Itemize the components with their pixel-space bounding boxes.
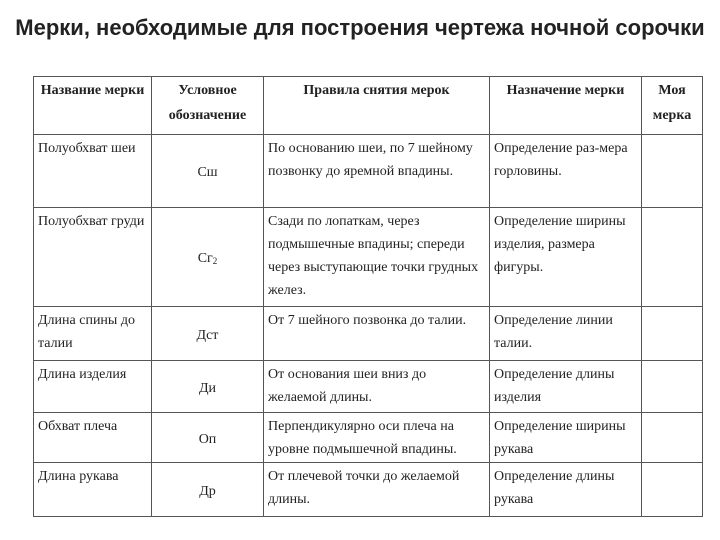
cell-rules: От плечевой точки до желаемой длины. [264,463,490,517]
table-row [34,361,703,413]
code-text: Оп [198,431,217,447]
cell-purpose: Определение длины рукава [490,463,642,517]
code-text: Сг [197,251,213,266]
table-row [34,307,703,361]
cell-purpose: Определение ширины рукава [490,413,642,463]
cell-name: Длина рукава [34,463,152,517]
cell-rules: Перпендикулярно оси плеча на уровне подмышечной впадины. [264,413,490,463]
cell-my-measure [642,208,703,307]
cell-name: Длина спины до талии [34,307,152,361]
code-text: Дст [196,327,219,343]
header-code: Условное обозначение [152,77,264,135]
table-row [34,135,703,208]
cell-my-measure [642,413,703,463]
code-text: Др [199,483,216,499]
header-purpose: Назначение мерки [490,77,642,135]
cell-code [152,135,264,208]
cell-name: Полуобхват груди [34,208,152,307]
cell-rules: Сзади по лопаткам, через подмышечные впадины; спереди через выступающие точки грудных желез. [264,208,490,307]
table-row [34,413,703,463]
header-mine: Моя мерка [642,77,703,135]
cell-purpose: Определение длины изделия [490,361,642,413]
cell-name: Обхват плеча [34,413,152,463]
cell-purpose: Определение ширины изделия, размера фигуры. [490,208,642,307]
table-row [34,208,703,307]
cell-code [152,463,264,517]
code-text: Сш [197,165,218,180]
cell-my-measure [642,135,703,208]
code-text: Ди [198,380,217,396]
cell-rules: По основанию шеи, по 7 шейному позвонку до яремной впадины. [264,135,490,208]
cell-my-measure [642,463,703,517]
cell-code [152,208,264,307]
cell-code [152,307,264,361]
code-subscript: 2 [212,256,218,266]
header-rules: Правила снятия мерок [264,77,490,135]
cell-code [152,413,264,463]
cell-name: Длина изделия [34,361,152,413]
cell-purpose: Определение раз-мера горловины. [490,135,642,208]
header-name: Название мерки [34,77,152,135]
cell-purpose: Определение линии талии. [490,307,642,361]
cell-my-measure [642,361,703,413]
table-header-row [34,77,703,135]
cell-name: Полуобхват шеи [34,135,152,208]
cell-rules: От 7 шейного позвонка до талии. [264,307,490,361]
measurements-table [33,76,703,517]
cell-my-measure [642,307,703,361]
table-row [34,463,703,517]
page-title: Мерки, необходимые для построения чертежа ночной сорочки [15,15,705,40]
cell-code [152,361,264,413]
cell-rules: От основания шеи вниз до желаемой длины. [264,361,490,413]
